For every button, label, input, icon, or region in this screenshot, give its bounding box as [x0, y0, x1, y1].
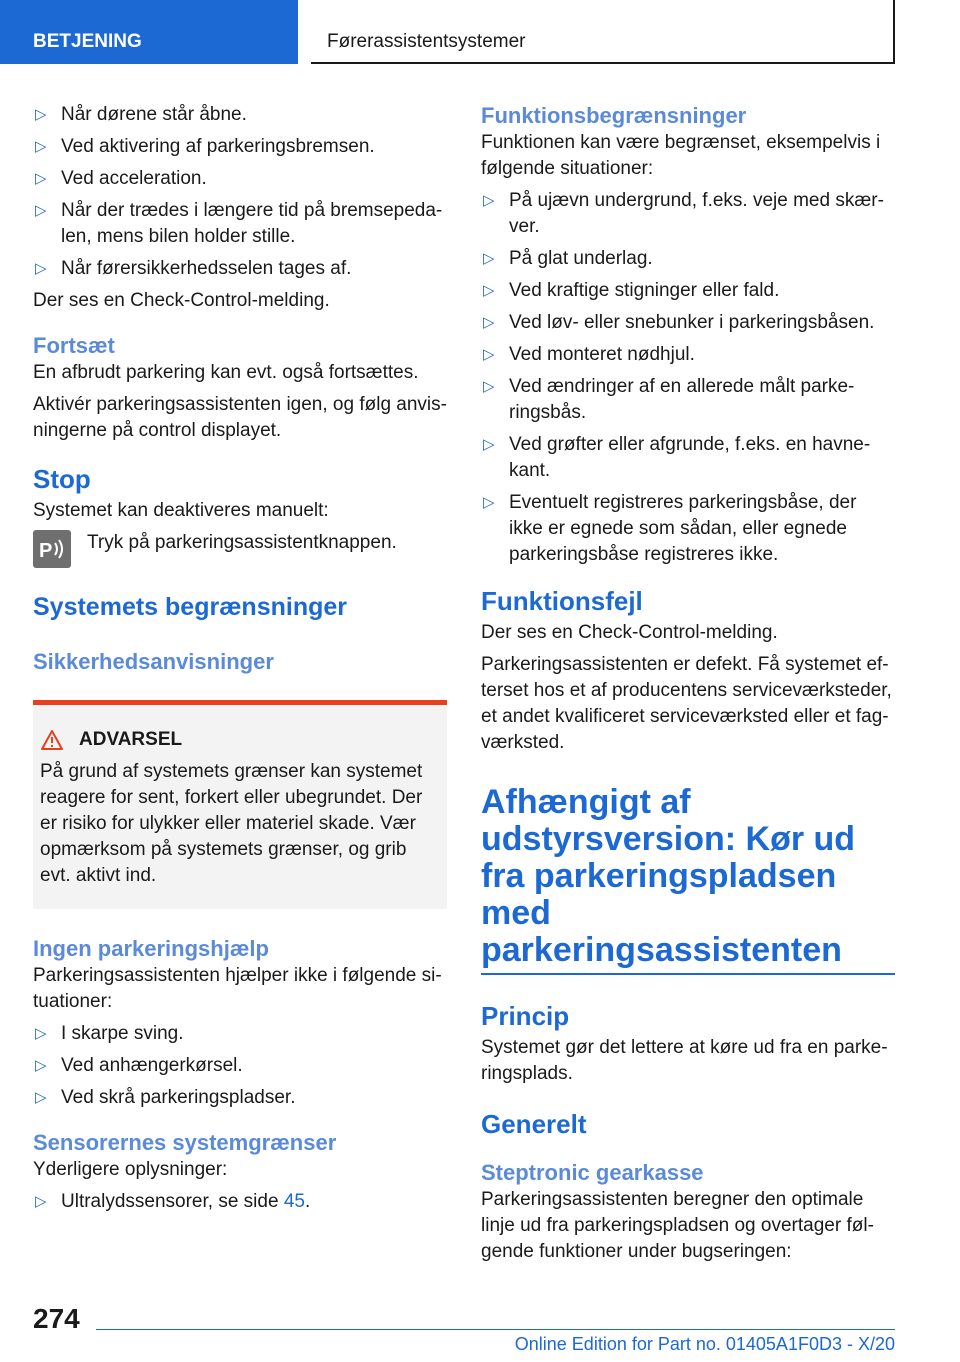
paragraph: Der ses en Check-Control-melding. [481, 622, 778, 643]
heading-systemets-begraensninger: Systemets begrænsninger [33, 593, 347, 621]
list-item: ▷ Ved aktivering af parkeringsbremsen. [33, 134, 447, 160]
triangle-bullet-icon: ▷ [483, 314, 495, 331]
triangle-bullet-icon: ▷ [35, 260, 47, 277]
list-item: ▷ Ved monteret nødhjul. [481, 342, 895, 368]
heading-ingen-parkeringshjaelp: Ingen parkeringshjælp [33, 936, 269, 961]
list-item: ▷ Eventuelt registreres parkeringsbåse, der ikke er egnede som sådan, eller egnede parkeringsbåse registreres ikke. [483, 492, 857, 565]
list-item: ▷ Når førersikkerhedsselen tages af. [33, 256, 447, 282]
section-divider [481, 973, 895, 975]
triangle-bullet-icon: ▷ [35, 1089, 47, 1106]
warning-box [33, 700, 447, 909]
triangle-bullet-icon: ▷ [483, 282, 495, 299]
paragraph: Systemet gør det lettere at køre ud fra en parkeringsplads. [481, 1037, 888, 1084]
heading-afhaengigt: Afhængigt af udstyrsversion: Kør ud fra parkeringspladsen med parkeringsassistenten [481, 783, 856, 969]
heading-steptronic: Steptronic gearkasse [481, 1160, 704, 1185]
heading-stop: Stop [33, 464, 91, 494]
paragraph: En afbrudt parkering kan evt. også fortsættes. [33, 362, 419, 383]
triangle-bullet-icon: ▷ [35, 202, 47, 219]
heading-generelt: Generelt [481, 1109, 587, 1139]
list-item: ▷ Ved kraftige stigninger eller fald. [481, 278, 895, 304]
paragraph: Funktionen kan være begrænset, eksempelvis i følgende situationer: [481, 132, 881, 179]
header-section: BETJENING [0, 0, 298, 64]
parking-assistant-button-icon [33, 530, 71, 568]
list-item: ▷ Når der trædes i længere tid på bremsepedalen, mens bilen holder stille. [35, 200, 443, 247]
warning-text: På grund af systemets grænser kan systemet reagere for sent, forkert eller ubegrundet. Der er risiko for ulykker eller materiel skade. Vær opmærksom på systemets grænser, og grib evt. aktivt ind. [40, 761, 423, 886]
heading-funktionsfejl: Funktionsfejl [481, 586, 643, 616]
header-chapter: Førerassistentsystemer [311, 0, 895, 64]
warning-title: ADVARSEL [40, 727, 437, 753]
paragraph: Aktivér parkeringsassistenten igen, og følg anvisningerne på control displayet. [33, 394, 447, 441]
warning-triangle-icon [40, 729, 64, 751]
triangle-bullet-icon: ▷ [483, 192, 495, 209]
triangle-bullet-icon: ▷ [35, 170, 47, 187]
triangle-bullet-icon: ▷ [35, 1057, 47, 1074]
triangle-bullet-icon: ▷ [483, 378, 495, 395]
triangle-bullet-icon: ▷ [35, 106, 47, 123]
left-column [33, 102, 447, 1221]
list-item: ▷ I skarpe sving. [33, 1021, 447, 1047]
list-item: ▷ Ved grøfter eller afgrunde, f.eks. en havnekant. [483, 434, 871, 481]
button-instruction: P Tryk på parkeringsassistentknappen. [33, 530, 447, 572]
list-item: ▷ Ved anhængerkørsel. [33, 1053, 447, 1079]
heading-princip: Princip [481, 1001, 570, 1031]
list-item: ▷ På glat underlag. [481, 246, 895, 272]
heading-sikkerhedsanvisninger: Sikkerhedsanvisninger [33, 649, 274, 674]
heading-sensorernes-systemgraenser: Sensorernes systemgrænser [33, 1130, 337, 1155]
footer-divider [96, 1329, 895, 1330]
right-column [481, 102, 895, 1271]
svg-text:P: P [39, 540, 53, 562]
door-conditions-list [33, 102, 447, 282]
list-item: ▷ Ved løv- eller snebunker i parkeringsbåsen. [481, 310, 895, 336]
footer-edition: Online Edition for Part no. 01405A1F0D3 - X/20 [514, 1334, 895, 1354]
paragraph: Yderligere oplysninger: [33, 1159, 228, 1180]
triangle-bullet-icon: ▷ [35, 138, 47, 155]
heading-fortsaet: Fortsæt [33, 333, 115, 358]
list-item: ▷ På ujævn undergrund, f.eks. veje med skærver. [483, 190, 884, 237]
triangle-bullet-icon: ▷ [483, 250, 495, 267]
triangle-bullet-icon: ▷ [483, 494, 495, 511]
heading-funktionsbegraensninger: Funktionsbegrænsninger [481, 103, 747, 128]
no-help-list [33, 1021, 447, 1111]
list-item: ▷ Ultralydssensorer, se side 45. [33, 1189, 447, 1215]
triangle-bullet-icon: ▷ [483, 436, 495, 453]
page-link-45[interactable]: 45 [283, 1191, 305, 1212]
sensor-list [33, 1189, 447, 1215]
limitations-list [481, 188, 895, 568]
triangle-bullet-icon: ▷ [483, 346, 495, 363]
paragraph: Systemet kan deaktiveres manuelt: [33, 500, 329, 521]
list-item: ▷ Når dørene står åbne. [33, 102, 447, 128]
paragraph: Der ses en Check-Control-melding. [33, 290, 330, 311]
paragraph: Parkeringsassistenten beregner den optimale linje ud fra parkeringspladsen og overtager følgende funktioner under bugseringen: [481, 1189, 874, 1262]
list-item: ▷ Ved skrå parkeringspladser. [33, 1085, 447, 1111]
list-item: ▷ Ved acceleration. [33, 166, 447, 192]
page-number: 274 [33, 1303, 80, 1334]
list-item: ▷ Ved ændringer af en allerede målt parkeringsbås. [483, 376, 855, 423]
paragraph: Parkeringsassistenten er defekt. Få systemet efterset hos et af producentens serviceværksteder, et andet kvalificeret serviceværksted eller et fagværksted. [481, 654, 892, 753]
triangle-bullet-icon: ▷ [35, 1193, 47, 1210]
triangle-bullet-icon: ▷ [35, 1025, 47, 1042]
paragraph: Parkeringsassistenten hjælper ikke i følgende situationer: [33, 965, 442, 1012]
